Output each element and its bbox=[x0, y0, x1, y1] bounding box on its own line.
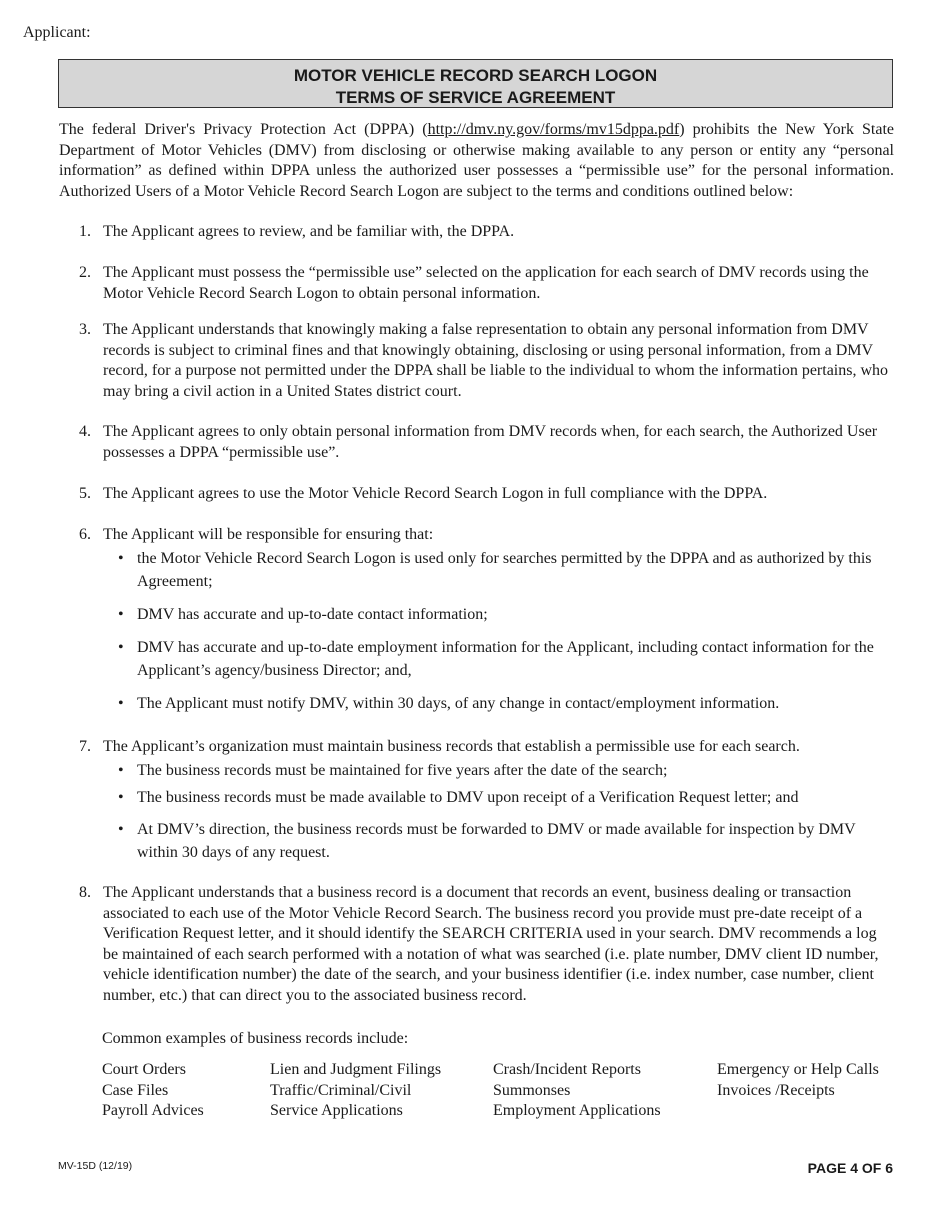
bullet-text: The business records must be maintained for five years after the date of the search; bbox=[137, 762, 668, 779]
item-text: The Applicant understands that a business record is a document that records an event, business dealing or transaction associated to each use of the Motor Vehicle Record Search. The business record you provide must pre-date receipt of a Verification Request letter, and it should identify the SEARCH CRITERIA used in your search. DMV recommends a log be maintained of each search performed with a notation of what was searched (i.e. plate number, DMV client ID number, vehicle identification number) the date of the search, and your business identifier (i.e. index number, case number, client number, etc.) that can direct you to the associated business record. bbox=[103, 884, 879, 1004]
examples-heading: Common examples of business records include: bbox=[102, 1030, 409, 1047]
examples-column-1 bbox=[102, 1060, 204, 1122]
bullet-text: The Applicant must notify DMV, within 30 days, of any change in contact/employment information. bbox=[137, 695, 780, 712]
list-item bbox=[59, 422, 894, 463]
item-number: 1. bbox=[79, 223, 91, 240]
item-text: The Applicant understands that knowingly making a false representation to obtain any personal information from DMV records is subject to criminal fines and that knowingly obtaining, disclosing or using personal information, from a DMV record, for a purpose not permitted under the DPPA shall be liable to the individual to whom the information pertains, who may bring a civil action in a United States district court. bbox=[103, 321, 889, 400]
list-item bbox=[59, 883, 894, 1006]
item-text: The Applicant must possess the “permissible use” selected on the application for each search of DMV records using the Motor Vehicle Record Search Logon to obtain personal information. bbox=[103, 264, 869, 302]
bullet-item bbox=[118, 604, 888, 627]
bullet-item bbox=[118, 819, 888, 864]
intro-paragraph bbox=[59, 120, 894, 202]
item-text: The Applicant’s organization must maintain business records that establish a permissible use for each search. bbox=[103, 738, 800, 755]
bullet-item bbox=[118, 548, 888, 593]
bullet-text: DMV has accurate and up-to-date employment information for the Applicant, including contact information for the Applicant’s agency/business Director; and, bbox=[137, 639, 874, 679]
document-title bbox=[58, 59, 893, 108]
bullet-text: the Motor Vehicle Record Search Logon is used only for searches permitted by the DPPA and as authorized by this Agreement; bbox=[137, 550, 872, 590]
item-text: The Applicant agrees to use the Motor Vehicle Record Search Logon in full compliance with the DPPA. bbox=[103, 485, 768, 502]
item-text: The Applicant agrees to review, and be familiar with, the DPPA. bbox=[103, 223, 515, 240]
item-number: 7. bbox=[79, 738, 91, 755]
list-item bbox=[59, 484, 894, 505]
list-item bbox=[59, 263, 894, 304]
bullet-text: At DMV’s direction, the business records must be forwarded to DMV or made available for inspection by DMV within 30 days of any request. bbox=[137, 821, 856, 861]
bullet-icon: • bbox=[118, 639, 124, 656]
applicant-label: Applicant: bbox=[23, 24, 91, 41]
item-number: 5. bbox=[79, 485, 91, 502]
example-item: Payroll Advices bbox=[102, 1102, 204, 1119]
title-line-1: MOTOR VEHICLE RECORD SEARCH LOGON bbox=[293, 66, 658, 85]
bullet-icon: • bbox=[118, 695, 124, 712]
example-item: Invoices /Receipts bbox=[717, 1081, 835, 1099]
example-item: Employment Applications bbox=[493, 1102, 661, 1119]
example-item: Traffic/Criminal/Civil bbox=[270, 1081, 412, 1099]
list-item bbox=[59, 320, 894, 402]
bullet-text: DMV has accurate and up-to-date contact information; bbox=[137, 606, 488, 623]
example-item: Case Files bbox=[102, 1081, 169, 1099]
page-number: PAGE 4 OF 6 bbox=[807, 1160, 893, 1176]
examples-column-2 bbox=[270, 1060, 441, 1122]
example-item: Court Orders bbox=[102, 1061, 186, 1078]
dppa-link[interactable]: http://dmv.ny.gov/forms/mv15dppa.pdf bbox=[427, 121, 680, 138]
list-item bbox=[59, 737, 894, 758]
bullet-icon: • bbox=[118, 606, 124, 623]
bullet-item bbox=[118, 637, 888, 682]
intro-text-start: The federal Driver's Privacy Protection Act (DPPA) ( bbox=[59, 121, 428, 138]
bullet-item bbox=[118, 693, 888, 716]
list-item bbox=[59, 525, 894, 546]
item-number: 8. bbox=[79, 884, 91, 901]
bullet-icon: • bbox=[118, 821, 124, 838]
item-text: The Applicant agrees to only obtain personal information from DMV records when, for each search, the Authorized User possesses a DPPA “permissible use”. bbox=[103, 423, 878, 461]
example-item: Crash/Incident Reports bbox=[493, 1061, 641, 1078]
examples-column-4 bbox=[717, 1060, 879, 1101]
bullet-text: The business records must be made available to DMV upon receipt of a Verification Request letter; and bbox=[137, 789, 799, 806]
title-line-2: TERMS OF SERVICE AGREEMENT bbox=[335, 88, 616, 107]
bullet-item bbox=[118, 760, 888, 783]
example-item: Service Applications bbox=[270, 1102, 403, 1119]
bullet-item bbox=[118, 787, 888, 810]
example-item: Lien and Judgment Filings bbox=[270, 1061, 442, 1078]
list-item bbox=[59, 222, 894, 243]
bullet-icon: • bbox=[118, 550, 124, 567]
intro-text-end: ) prohibits the New York State Department of Motor Vehicles (DMV) from disclosing or otherwise making available to any person or entity any “personal information” as defined within DPPA unless the authorized user possesses a “permissible use” for the personal information. Authorized Users of a Motor Vehicle Record Search Logon are subject to the terms and conditions outlined below: bbox=[59, 121, 894, 200]
example-item: Summonses bbox=[493, 1081, 571, 1099]
item-number: 3. bbox=[79, 321, 91, 338]
example-item: Emergency or Help Calls bbox=[717, 1061, 879, 1078]
item-number: 6. bbox=[79, 526, 91, 543]
bullet-icon: • bbox=[118, 789, 124, 806]
form-id: MV-15D (12/19) bbox=[58, 1160, 133, 1172]
bullet-icon: • bbox=[118, 762, 124, 779]
item-number: 2. bbox=[79, 264, 91, 281]
item-text: The Applicant will be responsible for ensuring that: bbox=[103, 526, 434, 543]
examples-column-3 bbox=[493, 1060, 661, 1122]
item-number: 4. bbox=[79, 423, 91, 440]
